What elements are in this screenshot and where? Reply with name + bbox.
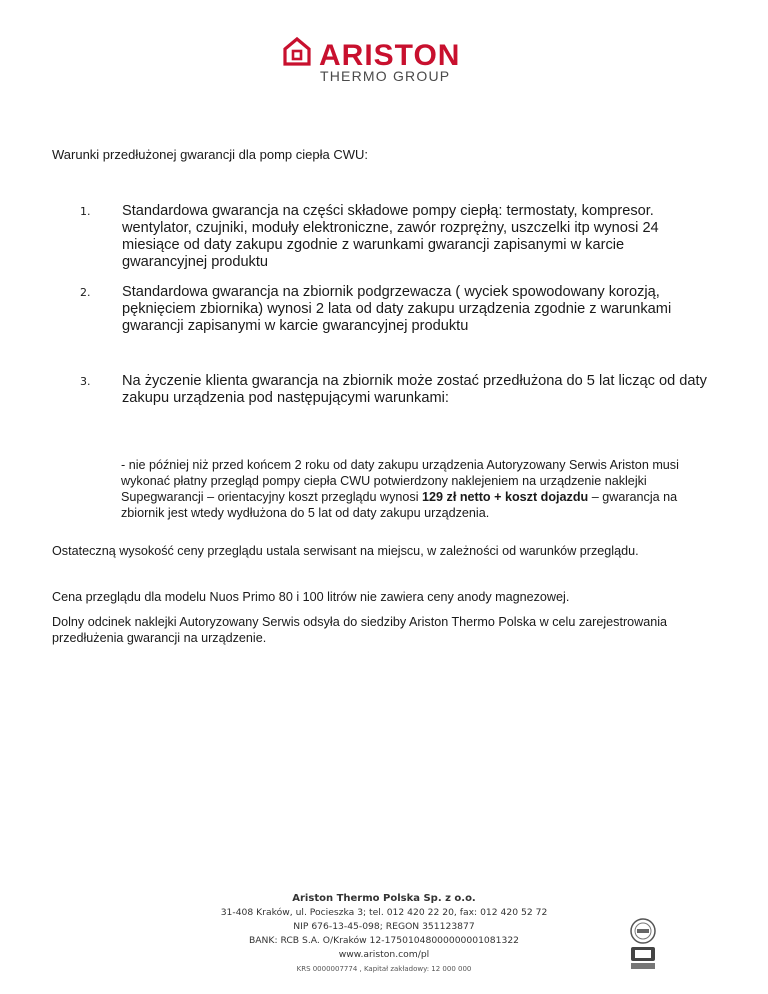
- note-price: 129 zł netto + koszt dojazdu: [422, 490, 589, 504]
- note-text: - nie później niż przed końcem 2 roku od daty zakupu urządzenia Autoryzowany Serwis Ariston musi wykonać płatny przegląd pompy ciepła CWU potwierdzony naklejeniem na urządzenie naklejki Supegwarancji – orientacyjny koszt przeglądu wynosi: [121, 458, 679, 504]
- paragraph-model: Cena przeglądu dla modelu Nuos Primo 80 i 100 litrów nie zawiera ceny anody magnezowej.: [52, 590, 570, 604]
- footer-bank: BANK: RCB S.A. O/Kraków 12-17501048000000001081322: [248, 935, 520, 946]
- list-item-number: 3.: [80, 375, 91, 388]
- certification-badge-icon: [628, 918, 658, 972]
- note-text-end: – gwarancja na zbiornik jest wtedy wydłużona do 5 lat od daty zakupu urządzenia.: [121, 490, 678, 520]
- footer-website: www.ariston.com/pl: [338, 949, 430, 960]
- paragraph-price: Ostateczną wysokość ceny przeglądu ustala serwisant na miejscu, w zależności od warunków przeglądu.: [52, 544, 639, 558]
- logo-subtitle: THERMO GROUP: [320, 68, 451, 84]
- list-item-text: Standardowa gwarancja na zbiornik podgrzewacza ( wyciek spowodowany korozją, pęknięciem zbiornika) wynosi 2 lata od daty zakupu urządzenia zgodnie z warunkami gwarancji zapisanymi w karcie gwarancyjnej produktu: [122, 284, 672, 334]
- list-item-number: 1.: [80, 205, 91, 218]
- footer-company: Ariston Thermo Polska Sp. z o.o.: [292, 893, 476, 904]
- list-item-text: Standardowa gwarancja na części składowe pompy ciepłą: termostaty, kompresor. wentylator, czujniki, moduły elektroniczne, zawór rozprężny, uszczelki itp wynosi 24 miesiące od daty zakupu zgodnie z warunkami gwarancji zapisanymi w karcie gwarancyjnej produktu: [122, 203, 659, 270]
- footer-address: 31-408 Kraków, ul. Pocieszka 3; tel. 012 420 22 20, fax: 012 420 52 72: [220, 907, 548, 918]
- paragraph-sticker: Dolny odcinek naklejki Autoryzowany Serwis odsyła do siedziby Ariston Thermo Polska w celu zarejestrowania przedłużenia gwarancji na urządzenie.: [52, 615, 668, 645]
- footer-ids: NIP 676-13-45-098; REGON 351123877: [293, 921, 475, 932]
- list-item-text: Na życzenie klienta gwarancja na zbiornik może zostać przedłużona do 5 lat licząc od daty zakupu urządzenia pod następującymi warunkami:: [122, 373, 707, 406]
- intro-text: Warunki przedłużonej gwarancji dla pomp ciepła CWU:: [52, 147, 368, 162]
- logo-brand-text: ARISTON: [319, 39, 461, 72]
- list-item-number: 2.: [80, 286, 91, 299]
- house-logo-icon: [282, 36, 312, 66]
- condition-note: [121, 457, 711, 521]
- ariston-logo: [282, 36, 492, 84]
- footer-krs: KRS 0000007774 , Kapitał zakładowy: 12 000 000: [296, 965, 472, 973]
